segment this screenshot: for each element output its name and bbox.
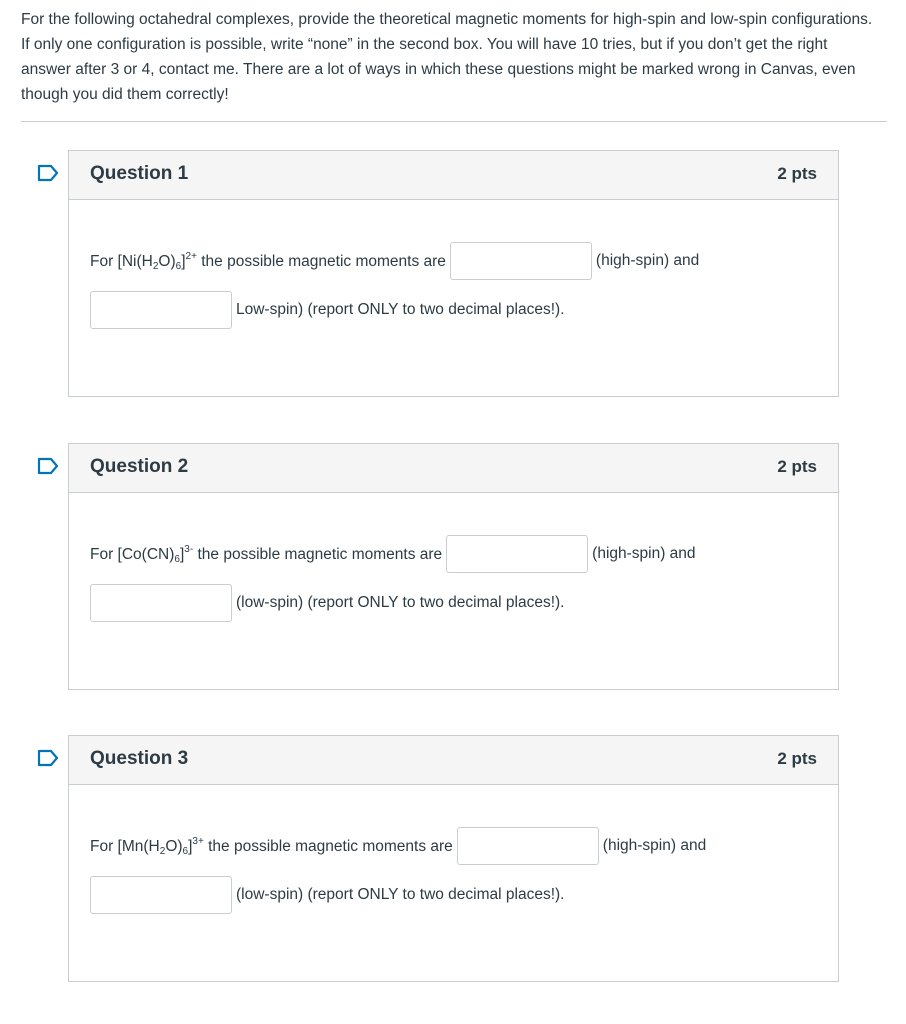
- question-text: For $[Mn(H_2O)_6]^{3+}$ the possible magnetic moments are: [90, 835, 453, 857]
- high-spin-label: (high-spin) and: [595, 252, 700, 269]
- low-spin-label: Low-spin) (report ONLY to two decimal places!).: [236, 301, 565, 318]
- instructions-text: For the following octahedral complexes, provide the theoretical magnetic moments for high-spin and low-spin configurations. If only one configuration is possible, write “none” in the second box. You will have 10 tries, but if you don’t get the right answer after 3 or 4, contact me. There are a lot of ways in which these questions might be marked wrong in Canvas, even though you did them correctly!: [21, 11, 873, 103]
- question-points: 2 pts: [777, 164, 817, 183]
- question-text-line-2: [90, 584, 564, 622]
- low-spin-label: (low-spin) (report ONLY to two decimal places!).: [236, 594, 565, 611]
- high-spin-answer-input[interactable]: [450, 242, 592, 280]
- low-spin-answer-input[interactable]: [90, 584, 232, 622]
- low-spin-answer-input[interactable]: [90, 291, 232, 329]
- high-spin-answer-input[interactable]: [446, 535, 588, 573]
- question-text-line-2: [90, 876, 564, 914]
- low-spin-answer-input[interactable]: [90, 876, 232, 914]
- question-2: [68, 443, 839, 690]
- question-text-line-2: [90, 291, 565, 329]
- flag-question-icon[interactable]: [37, 749, 59, 767]
- question-points: 2 pts: [777, 749, 817, 768]
- question-points: 2 pts: [777, 457, 817, 476]
- question-text: For $[Co(CN)_6]^{3-}$ the possible magnetic moments are: [90, 543, 443, 565]
- flag-question-icon[interactable]: [37, 164, 59, 182]
- question-header: [69, 444, 838, 493]
- question-text-line: [90, 827, 706, 865]
- flag-question-icon[interactable]: [37, 457, 59, 475]
- high-spin-label: (high-spin) and: [602, 837, 707, 854]
- low-spin-label: (low-spin) (report ONLY to two decimal places!).: [236, 886, 565, 903]
- question-header: [69, 151, 838, 200]
- question-title: Question 1: [90, 163, 189, 184]
- question-title: Question 2: [90, 456, 189, 477]
- question-title: Question 3: [90, 748, 189, 769]
- question-3: [68, 735, 839, 982]
- question-header: [69, 736, 838, 785]
- question-text-line: [90, 242, 699, 280]
- high-spin-label: (high-spin) and: [592, 545, 696, 562]
- divider: [21, 121, 887, 122]
- question-text: For $[Ni(H_2O)_6]^{2+}$ the possible magnetic moments are: [90, 250, 446, 272]
- question-1: [68, 150, 839, 397]
- high-spin-answer-input[interactable]: [457, 827, 599, 865]
- question-text-line: [90, 535, 696, 573]
